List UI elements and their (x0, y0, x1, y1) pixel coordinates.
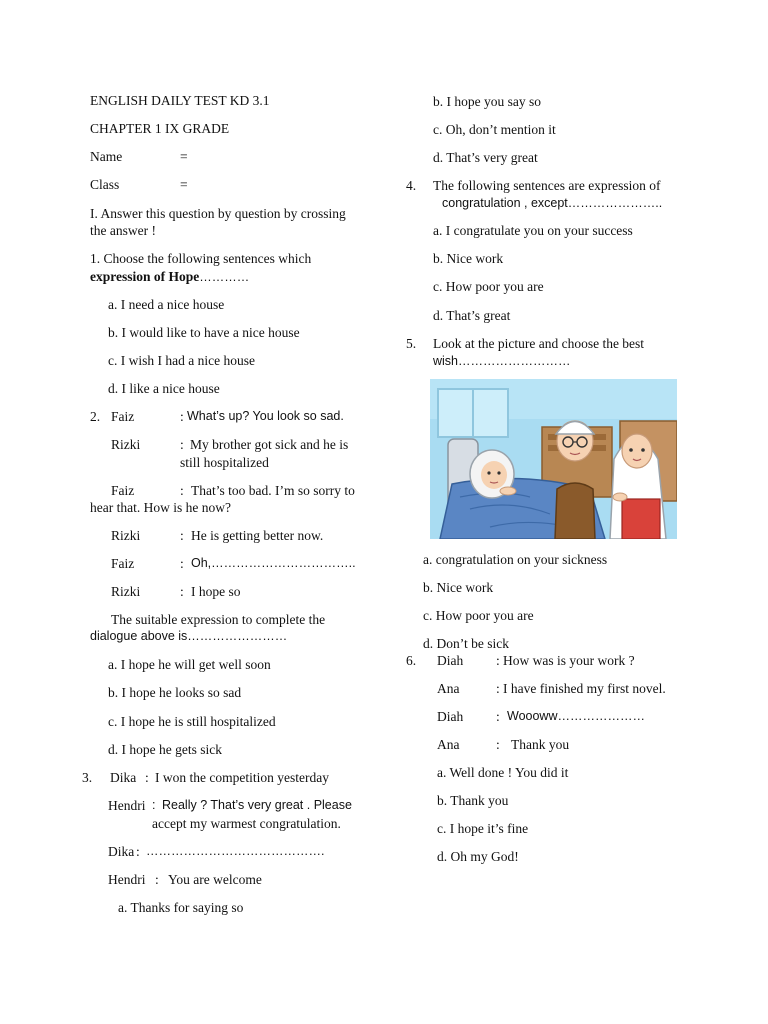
q2-line-2: My brother got sick and he is (190, 437, 349, 452)
q3-sep-4: : (155, 872, 159, 887)
q2-sep-3: : (180, 483, 184, 498)
q4-prompt-line-2: congratulation , except………………….. (442, 196, 663, 210)
q2-line-2b: still hospitalized (180, 455, 269, 470)
q4-option-b[interactable]: b. Nice work (433, 251, 504, 266)
q5-option-d[interactable]: d. Don’t be sick (423, 636, 509, 651)
q2-line-1: What’s up? You look so sad. (187, 409, 344, 423)
class-separator: = (180, 177, 188, 192)
q6-speaker-4: Ana (437, 737, 460, 752)
q2-speaker-6: Rizki (111, 584, 141, 599)
instruction-line-2: the answer ! (90, 223, 156, 238)
q2-line-3b: hear that. How is he now? (90, 500, 231, 515)
q3-line-3: ……………………………………. (146, 844, 325, 858)
q3-speaker-4: Hendri (108, 872, 146, 887)
q6-line-4: Thank you (511, 737, 570, 752)
q2-number: 2. (90, 409, 101, 424)
q6-sep-2: : (496, 681, 500, 696)
q3-sep-3: : (136, 844, 140, 859)
q6-speaker-1: Diah (437, 653, 464, 668)
q2-sep-2: : (180, 437, 184, 452)
q2-speaker-4: Rizki (111, 528, 141, 543)
name-label: Name (90, 149, 123, 164)
q4-prompt-line-1: The following sentences are expression of (433, 178, 661, 193)
q2-speaker-3: Faiz (111, 483, 135, 498)
q1-option-c[interactable]: c. I wish I had a nice house (108, 353, 255, 368)
q3-line-2: Really ? That’s very great . Please (162, 798, 352, 812)
q6-option-a[interactable]: a. Well done ! You did it (437, 765, 569, 780)
q6-speaker-2: Ana (437, 681, 460, 696)
q6-option-c[interactable]: c. I hope it’s fine (437, 821, 529, 836)
q6-line-2: I have finished my first novel. (503, 681, 666, 696)
q1-prompt-line-2 (90, 268, 249, 286)
q4-number: 4. (406, 178, 417, 193)
q2-option-d[interactable]: d. I hope he gets sick (108, 742, 222, 757)
q6-line-1: How was is your work ? (503, 653, 635, 668)
q3-option-a[interactable]: a. Thanks for saying so (118, 900, 244, 915)
q5-option-a[interactable]: a. congratulation on your sickness (423, 552, 608, 567)
q3-line-1: I won the competition yesterday (155, 770, 329, 785)
q6-sep-4: : (496, 737, 500, 752)
q2-speaker-5: Faiz (111, 556, 135, 571)
q3-number: 3. (82, 770, 93, 785)
q2-question-line-2: dialogue above is…………………… (90, 629, 288, 643)
q1-option-d[interactable]: d. I like a nice house (108, 381, 220, 396)
q3-option-d[interactable]: d. That’s very great (433, 150, 538, 165)
q2-question-line-1: The suitable expression to complete the (111, 612, 326, 627)
q6-number: 6. (406, 653, 417, 668)
q2-line-3: That’s too bad. I’m so sorry to (191, 483, 355, 498)
q3-speaker-2: Hendri (108, 798, 146, 813)
q1-prompt-bold: expression of Hope (90, 269, 200, 284)
q2-line-6: I hope so (191, 584, 241, 599)
q2-line-5: Oh,…………………………….. (191, 556, 356, 570)
q1-option-b[interactable]: b. I would like to have a nice house (108, 325, 300, 340)
q2-sep-5: : (180, 556, 184, 571)
q5-option-b[interactable]: b. Nice work (423, 580, 494, 595)
q6-sep-3: : (496, 709, 500, 724)
q6-option-d[interactable]: d. Oh my God! (437, 849, 519, 864)
hospital-visit-illustration (430, 379, 677, 539)
chapter-title: CHAPTER 1 IX GRADE (90, 121, 230, 136)
q5-prompt-line-1: Look at the picture and choose the best (433, 336, 645, 351)
q5-option-c[interactable]: c. How poor you are (423, 608, 534, 623)
q1-option-a[interactable]: a. I need a nice house (108, 297, 225, 312)
q2-speaker-1: Faiz (111, 409, 135, 424)
q3-speaker-1: Dika (110, 770, 137, 785)
q1-dots: ………… (199, 270, 250, 284)
q2-speaker-2: Rizki (111, 437, 141, 452)
q3-sep-1: : (145, 770, 149, 785)
q5-prompt-line-2: wish……………………… (433, 354, 571, 368)
q3-line-2b: accept my warmest congratulation. (152, 816, 341, 831)
q2-option-a[interactable]: a. I hope he will get well soon (108, 657, 271, 672)
q2-sep-4: : (180, 528, 184, 543)
q6-option-b[interactable]: b. Thank you (437, 793, 509, 808)
instruction-line-1: I. Answer this question by question by crossing (90, 206, 346, 221)
q2-line-4: He is getting better now. (191, 528, 324, 543)
q6-speaker-3: Diah (437, 709, 464, 724)
q3-speaker-3: Dika (108, 844, 135, 859)
q4-option-c[interactable]: c. How poor you are (433, 279, 544, 294)
q4-option-a[interactable]: a. I congratulate you on your success (433, 223, 633, 238)
q6-line-3: Woooww………………… (507, 709, 645, 723)
q3-line-4: You are welcome (168, 872, 262, 887)
q2-sep-1: : (180, 409, 184, 424)
q2-option-c[interactable]: c. I hope he is still hospitalized (108, 714, 276, 729)
test-title: ENGLISH DAILY TEST KD 3.1 (90, 93, 270, 108)
q4-option-d[interactable]: d. That’s great (433, 308, 511, 323)
q3-option-b[interactable]: b. I hope you say so (433, 94, 541, 109)
q3-option-c[interactable]: c. Oh, don’t mention it (433, 122, 556, 137)
q2-option-b[interactable]: b. I hope he looks so sad (108, 685, 242, 700)
q3-sep-2: : (152, 798, 156, 812)
name-separator: = (180, 149, 188, 164)
q2-sep-6: : (180, 584, 184, 599)
q6-sep-1: : (496, 653, 500, 668)
q5-number: 5. (406, 336, 417, 351)
q1-prompt: 1. Choose the following sentences which (90, 251, 312, 266)
class-label: Class (90, 177, 120, 192)
